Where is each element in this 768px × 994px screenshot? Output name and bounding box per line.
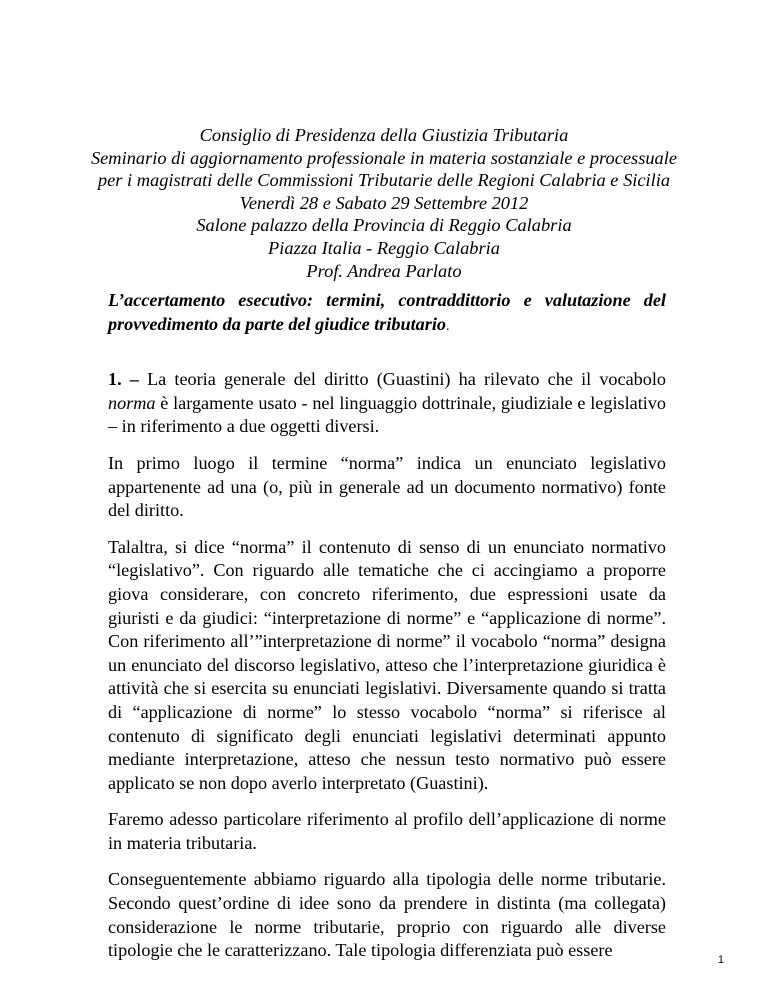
paragraph-1 <box>108 368 666 439</box>
document-title-text: L’accertamento esecutivo: termini, contraddittorio e valutazione del provvedimento da parte del giudice tributario <box>108 290 666 334</box>
seminar-header <box>0 124 768 282</box>
header-line-venue: Salone palazzo della Provincia di Reggio Calabria <box>196 215 572 236</box>
section-number: 1. – <box>108 369 139 390</box>
header-line-author: Prof. Andrea Parlato <box>306 260 462 281</box>
document-body <box>108 289 666 976</box>
header-line-audience: per i magistrati delle Commissioni Tributarie delle Regioni Calabria e Sicilia <box>97 170 671 191</box>
paragraph-5: Conseguentemente abbiamo riguardo alla tipologia delle norme tributarie. Secondo quest’ordine di idee sono da prendere in distinta (ma collegata) considerazione le norme tributarie, proprio con riguardo alle diverse tipologie che le caratterizzano. Tale tipologia differenziata può essere <box>108 869 666 961</box>
paragraph-1-text-a: La teoria generale del diritto (Guastini) ha rilevato che il vocabolo <box>138 369 666 390</box>
page-number: 1 <box>717 954 724 966</box>
document-title <box>108 289 666 338</box>
paragraph-3: Talaltra, si dice “norma” il contenuto di senso di un enunciato normativo “legislativo”. Con riguardo alle tematiche che ci accingiamo a proporre giova considerare, con concreto riferimento, due espressioni usate da giuristi e da giudici: “interpretazione di norme” e “applicazione di norme”. Con riferimento all’”interpretazione di norme” il vocabolo “norma” designa un enunciato del discorso legislativo, atteso che l’interpretazione giuridica è attività che si esercita su enunciati legislativi. Diversamente quando si tratta di “applicazione di norme” lo stesso vocabolo “norma” si riferisce al contenuto di significato degli enunciati legislativi determinati appunto mediante interpretazione, atteso che nessun testo normativo può essere applicato se non dopo averlo interpretato (Guastini). <box>108 536 666 793</box>
header-line-dates: Venerdì 28 e Sabato 29 Settembre 2012 <box>239 192 529 213</box>
header-line-seminar: Seminario di aggiornamento professionale in materia sostanziale e processuale <box>90 147 678 168</box>
header-line-address: Piazza Italia - Reggio Calabria <box>268 237 500 258</box>
header-line-organization: Consiglio di Presidenza della Giustizia Tributaria <box>199 125 569 145</box>
paragraph-2: In primo luogo il termine “norma” indica un enunciato legislativo appartenente ad una (o, più in generale ad un documento normativo) fonte del diritto. <box>108 452 666 521</box>
document-title-punct: . <box>445 318 450 334</box>
paragraph-1-text-b: è largamente usato - nel linguaggio dottrinale, giudiziale e legislativo – in riferimento a due oggetti diversi. <box>108 392 666 437</box>
paragraph-4: Faremo adesso particolare riferimento al profilo dell’applicazione di norme in materia tributaria. <box>108 809 666 853</box>
paragraph-1-emphasis: norma <box>108 392 156 413</box>
